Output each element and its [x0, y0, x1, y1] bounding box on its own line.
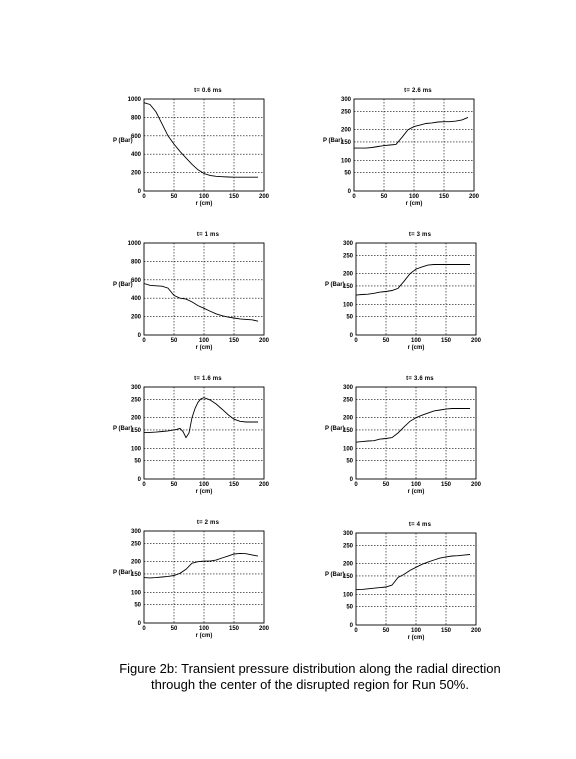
chart-title: t= 3 ms — [408, 232, 432, 238]
x-tick-label: 100 — [198, 338, 210, 344]
y-tick-label: 150 — [130, 571, 141, 578]
y-axis-label: P (Bar) — [113, 570, 133, 576]
y-axis-label: P (Bar) — [113, 138, 133, 144]
x-tick-label: 150 — [228, 482, 240, 488]
x-axis-label: r (cm) — [195, 633, 213, 639]
y-tick-label: 0 — [137, 189, 141, 195]
y-tick-label: 0 — [137, 477, 141, 483]
x-tick-label: 150 — [440, 338, 452, 344]
y-tick-label: 1000 — [127, 97, 141, 103]
y-tick-label: 200 — [130, 314, 141, 321]
y-tick-label: 100 — [342, 592, 353, 599]
y-tick-label: 200 — [342, 561, 353, 568]
x-tick-label: 50 — [170, 194, 178, 200]
x-tick-label: 150 — [438, 194, 450, 200]
series-line — [356, 409, 470, 443]
x-axis-label: r (cm) — [407, 345, 425, 351]
y-tick-label: 150 — [342, 573, 353, 580]
y-tick-label: 200 — [130, 170, 141, 177]
y-tick-label: 250 — [340, 109, 351, 116]
y-tick-label: 0 — [347, 189, 351, 195]
y-tick-label: 600 — [130, 133, 141, 140]
y-tick-label: 800 — [130, 115, 141, 122]
y-tick-label: 50 — [346, 604, 353, 611]
x-tick-label: 50 — [382, 482, 390, 488]
x-axis-label: r (cm) — [195, 489, 213, 495]
y-axis-label: P (Bar) — [325, 572, 345, 578]
x-axis-label: r (cm) — [407, 635, 425, 641]
x-tick-label: 200 — [258, 338, 270, 344]
y-tick-label: 250 — [342, 253, 353, 260]
y-tick-label: 0 — [349, 623, 353, 629]
x-tick-label: 100 — [410, 338, 422, 344]
x-tick-label: 150 — [440, 628, 452, 634]
y-tick-label: 50 — [346, 314, 353, 321]
y-axis-label: P (Bar) — [325, 426, 345, 432]
chart-title: t= 2.6 ms — [404, 88, 432, 94]
y-tick-label: 600 — [130, 277, 141, 284]
x-tick-label: 0 — [142, 338, 146, 344]
chart-panel-6 — [320, 376, 520, 516]
x-tick-label: 0 — [354, 482, 358, 488]
y-tick-label: 150 — [130, 427, 141, 434]
y-tick-label: 100 — [130, 590, 141, 597]
chart-title: t= 1.6 ms — [194, 376, 222, 382]
y-tick-label: 250 — [130, 397, 141, 404]
x-tick-label: 50 — [382, 628, 390, 634]
x-tick-label: 0 — [354, 338, 358, 344]
y-tick-label: 400 — [130, 296, 141, 303]
y-tick-label: 400 — [130, 152, 141, 159]
chart-panel-8 — [320, 522, 520, 662]
y-tick-label: 300 — [130, 385, 141, 391]
y-axis-label: P (Bar) — [323, 138, 343, 144]
x-tick-label: 150 — [440, 482, 452, 488]
x-tick-label: 0 — [142, 626, 146, 632]
series-line — [354, 117, 468, 148]
y-tick-label: 150 — [342, 283, 353, 290]
x-axis-label: r (cm) — [195, 345, 213, 351]
y-tick-label: 250 — [342, 543, 353, 550]
x-tick-label: 0 — [354, 628, 358, 634]
y-axis-label: P (Bar) — [113, 282, 133, 288]
y-tick-label: 50 — [346, 458, 353, 465]
x-tick-label: 100 — [410, 628, 422, 634]
y-tick-label: 100 — [340, 158, 351, 165]
y-tick-label: 0 — [349, 477, 353, 483]
x-tick-label: 200 — [468, 194, 480, 200]
x-tick-label: 200 — [258, 194, 270, 200]
y-tick-label: 200 — [130, 415, 141, 422]
y-tick-label: 300 — [342, 385, 353, 391]
y-axis-label: P (Bar) — [325, 282, 345, 288]
y-tick-label: 50 — [344, 170, 351, 177]
y-tick-label: 200 — [130, 559, 141, 566]
series-line — [356, 265, 470, 296]
chart-panel-5 — [108, 376, 308, 516]
chart-canvas — [320, 232, 520, 372]
x-tick-label: 100 — [198, 626, 210, 632]
chart-title: t= 1 ms — [196, 232, 220, 238]
x-tick-label: 150 — [228, 626, 240, 632]
series-line — [144, 103, 258, 178]
chart-canvas — [108, 520, 308, 660]
figure-caption — [60, 661, 560, 693]
chart-title: t= 0.6 ms — [194, 88, 222, 94]
chart-canvas — [318, 88, 518, 228]
y-tick-label: 250 — [130, 541, 141, 548]
x-tick-label: 200 — [470, 628, 482, 634]
y-tick-label: 0 — [137, 333, 141, 339]
y-tick-label: 150 — [340, 139, 351, 146]
chart-title: t= 4 ms — [408, 522, 432, 528]
y-tick-label: 150 — [342, 427, 353, 434]
caption-line-2: through the center of the disrupted region for Run 50%. — [151, 677, 469, 692]
x-tick-label: 150 — [228, 338, 240, 344]
y-tick-label: 300 — [342, 241, 353, 247]
y-tick-label: 0 — [349, 333, 353, 339]
y-tick-label: 0 — [137, 621, 141, 627]
x-tick-label: 50 — [380, 194, 388, 200]
chart-canvas — [108, 88, 308, 228]
x-axis-label: r (cm) — [407, 489, 425, 495]
y-tick-label: 800 — [130, 259, 141, 266]
chart-canvas — [108, 232, 308, 372]
x-tick-label: 100 — [198, 194, 210, 200]
chart-title: t= 2 ms — [196, 520, 220, 526]
chart-panel-1 — [108, 88, 308, 228]
x-axis-label: r (cm) — [405, 201, 423, 207]
y-tick-label: 200 — [342, 271, 353, 278]
y-axis-label: P (Bar) — [113, 426, 133, 432]
x-tick-label: 50 — [170, 626, 178, 632]
y-tick-label: 300 — [340, 97, 351, 103]
x-tick-label: 0 — [142, 482, 146, 488]
y-tick-label: 200 — [342, 415, 353, 422]
chart-canvas — [108, 376, 308, 516]
x-tick-label: 100 — [408, 194, 420, 200]
chart-canvas — [320, 376, 520, 516]
chart-panel-4 — [320, 232, 520, 372]
chart-canvas — [320, 522, 520, 662]
y-tick-label: 300 — [342, 531, 353, 537]
x-tick-label: 200 — [258, 626, 270, 632]
x-tick-label: 200 — [258, 482, 270, 488]
x-tick-label: 200 — [470, 338, 482, 344]
x-tick-label: 100 — [198, 482, 210, 488]
y-tick-label: 100 — [130, 446, 141, 453]
x-tick-label: 0 — [142, 194, 146, 200]
y-tick-label: 200 — [340, 127, 351, 134]
x-tick-label: 50 — [170, 338, 178, 344]
y-tick-label: 100 — [342, 446, 353, 453]
series-line — [356, 555, 470, 590]
x-tick-label: 200 — [470, 482, 482, 488]
x-tick-label: 150 — [228, 194, 240, 200]
y-tick-label: 250 — [342, 397, 353, 404]
x-tick-label: 50 — [382, 338, 390, 344]
x-axis-label: r (cm) — [195, 201, 213, 207]
x-tick-label: 50 — [170, 482, 178, 488]
chart-title: t= 3.6 ms — [406, 376, 434, 382]
y-tick-label: 50 — [134, 602, 141, 609]
y-tick-label: 300 — [130, 529, 141, 535]
chart-panel-3 — [108, 232, 308, 372]
x-tick-label: 0 — [352, 194, 356, 200]
x-tick-label: 100 — [410, 482, 422, 488]
chart-panel-2 — [318, 88, 518, 228]
y-tick-label: 50 — [134, 458, 141, 465]
y-tick-label: 100 — [342, 302, 353, 309]
y-tick-label: 1000 — [127, 241, 141, 247]
series-line — [144, 284, 258, 322]
chart-panel-7 — [108, 520, 308, 660]
caption-line-1: Figure 2b: Transient pressure distribution along the radial direction — [119, 661, 501, 676]
